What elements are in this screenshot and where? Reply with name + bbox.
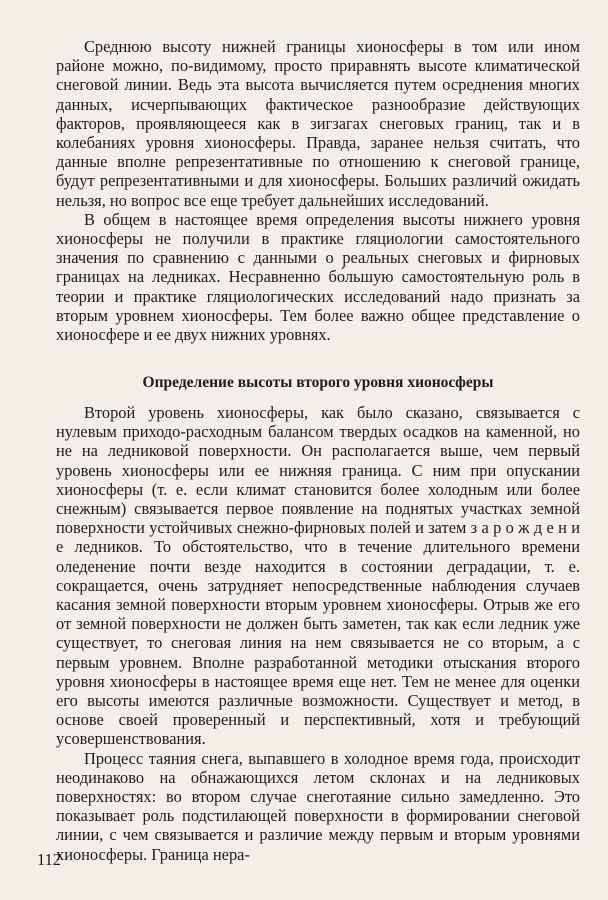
paragraph: Процесс таяния снега, выпавшего в холодное время года, происходит неодинаково на обнажающихся летом склонах и на ледниковых поверхностях: во втором случае снеготаяние сильно замедленно. Это показывает роль подстилающей поверхности в формировании снеговой линии, с чем связывается и различие между первым и вторым уровнями хионосферы. Граница нера-	[56, 748, 580, 864]
paragraph: Среднюю высоту нижней границы хионосферы в том или ином районе можно, по-видимому, просто приравнять высоте климатической снеговой линии. Ведь эта высота вычисляется путем осреднения многих данных, исчерпывающих фактическое разнообразие действующих факторов, проявляющееся как в зигзагах снеговых границ, так и в колебаниях уровня хионосферы. Правда, заранее нельзя считать, что данные вполне репрезентативные по отношению к снеговой границе, будут репрезентативными и для хионосферы. Больших различий ожидать нельзя, но вопрос все еще требует дальнейших исследований.	[56, 37, 580, 210]
section-heading: Определение высоты второго уровня хионосферы	[142, 374, 494, 391]
page-number: 112	[37, 850, 61, 869]
text-block-top	[56, 37, 580, 344]
text-block-bottom	[56, 403, 580, 864]
paragraph: В общем в настоящее время определения высоты нижнего уровня хионосферы не получили в практике гляциологии самостоятельного значения по сравнению с данными о реальных снеговых и фирновых границах на ледниках. Несравненно бо́льшую самостоятельную роль в теории и практике гляциологических исследований надо признать за вторым уровнем хионосферы. Тем более важно общее представление о хионосфере и ее двух нижних уровнях.	[56, 209, 580, 345]
paragraph: Второй уровень хионосферы, как было сказано, связывается с нулевым приходо-расходным балансом твердых осадков на каменной, но не на ледниковой поверхности. Он располагается выше, чем первый уровень хионосферы или ее нижняя граница. С ним при опускании хионосферы (т. е. если климат становится более холодным или более снежным) связывается первое появление на поднятых участках земной поверхности устойчивых снежно-фирновых полей и затем з а р о ж д е н и е ледников. То обстоятельство, что в течение длительного времени оледенение почти везде находится в состоянии деградации, т. е. сокращается, очень затрудняет непосредственные наблюдения случаев касания земной поверхности вторым уровнем хионосферы. Отрыв же его от земной поверхности не должен быть заметен, так как если ледник уже существует, то снеговая линия на нем связывается не со вторым, а с первым уровнем. Вполне разработанной методики отыскания второго уровня хионосферы в настоящее время еще нет. Тем не менее для оценки его высоты имеются различные возможности. Существует и метод, в основе своей проверенный и перспективный, хотя и требующий усовершенствования.	[56, 403, 580, 749]
